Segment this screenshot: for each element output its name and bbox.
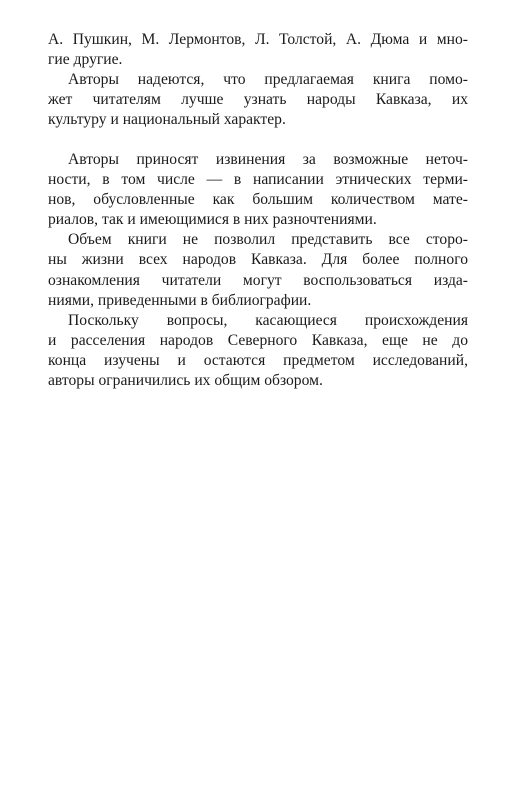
text-line: Авторы надеются, что предлагаемая книга помо- — [68, 71, 468, 89]
text-line: и расселения народов Северного Кавказа, еще не до — [48, 331, 468, 349]
text-line: А. Пушкин, М. Лермонтов, Л. Толстой, А. Дюма и мно- — [48, 31, 468, 48]
text-line: Объем книги не позволил представить все сторо- — [68, 231, 468, 249]
paragraph — [48, 30, 468, 70]
paragraph — [48, 311, 468, 391]
text-line: Авторы приносят извинения за возможные неточ- — [68, 151, 468, 168]
text-line: культуру и национальный характер. — [48, 111, 286, 129]
text-block-top — [48, 30, 468, 130]
paragraph — [48, 230, 468, 310]
text-line: Поскольку вопросы, касающиеся происхождения — [68, 311, 468, 329]
text-line: конца изучены и остаются предметом исследований, — [48, 351, 468, 369]
paragraph — [48, 150, 468, 230]
text-line: ознакомления читатели могут воспользоваться изда- — [48, 271, 468, 289]
text-line: ности, в том числе — в написании этнических терми- — [48, 171, 468, 189]
text-line: гие другие. — [48, 51, 123, 69]
text-line: нов, обусловленные как большим количеством мате- — [48, 191, 468, 209]
text-line: риалов, так и имеющимися в них разночтениями. — [48, 211, 377, 229]
text-line: ниями, приведенными в библиографии. — [48, 291, 312, 309]
paragraph — [48, 70, 468, 130]
text-line: ны жизни всех народов Кавказа. Для более полного — [48, 251, 468, 269]
text-line: жет читателям лучше узнать народы Кавказа, их — [48, 91, 468, 109]
text-line: авторы ограничились их общим обзором. — [48, 372, 323, 390]
text-block-bottom — [48, 150, 468, 391]
